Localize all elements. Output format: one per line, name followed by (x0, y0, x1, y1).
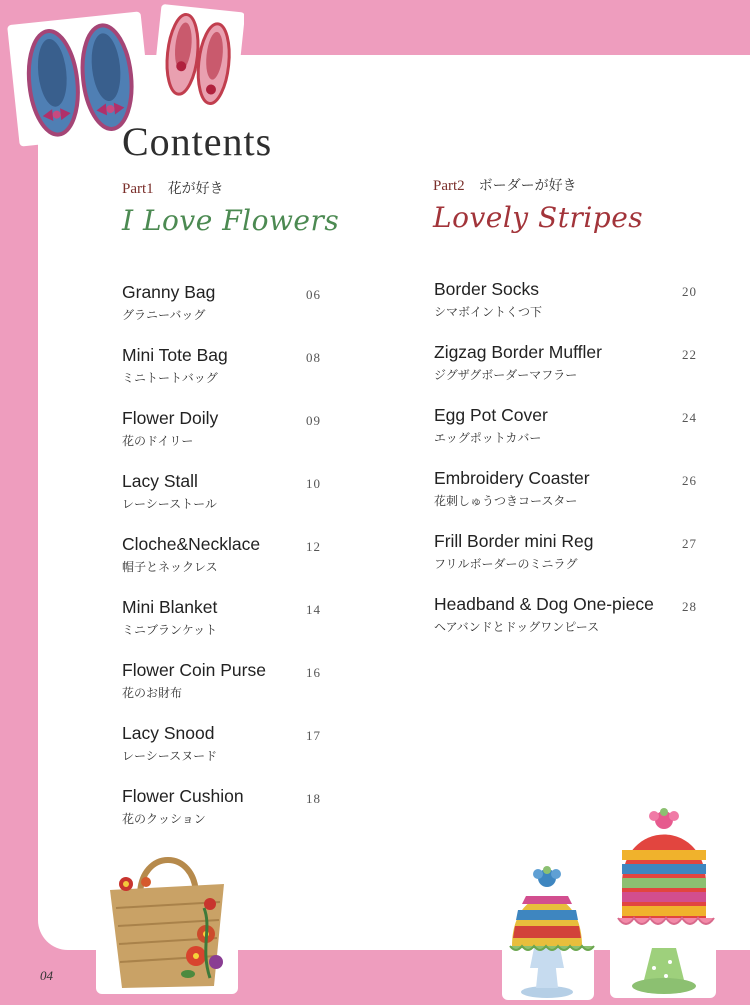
toc-entry[interactable] (434, 468, 697, 531)
toc-entry-page: 24 (682, 410, 697, 425)
toc-entry[interactable] (122, 282, 321, 345)
toc-entry-title: Embroidery Coaster (434, 468, 590, 488)
part1-label (122, 178, 339, 198)
page-number: 04 (40, 968, 53, 983)
part2-label (433, 175, 643, 195)
part2-header (433, 175, 643, 234)
toc-entry[interactable] (122, 345, 321, 408)
toc-entry-page: 22 (682, 347, 697, 362)
toc-entry[interactable] (434, 342, 697, 405)
toc-entry[interactable] (122, 534, 321, 597)
toc-entry-page: 09 (306, 413, 321, 428)
part2-number: Part2 (433, 178, 465, 194)
toc-entry-subtitle: 花のドイリー (122, 434, 194, 448)
part2-heading: Lovely Stripes (433, 201, 644, 234)
toc-entry-page: 16 (306, 665, 321, 680)
toc-entry-subtitle: ミニブランケット (122, 623, 218, 637)
toc-entry-title: Cloche&Necklace (122, 534, 261, 554)
toc-entry-title: Frill Border mini Reg (434, 531, 594, 551)
toc-entry[interactable] (122, 723, 321, 786)
toc-entry-page: 27 (682, 536, 697, 551)
toc-entry-subtitle: ミニトートバッグ (122, 371, 218, 385)
toc-entry[interactable] (122, 408, 321, 471)
pink-slippers-photo (152, 4, 244, 116)
toc-entry-title: Flower Coin Purse (122, 660, 266, 680)
toc-entry-title: Flower Doily (122, 408, 219, 428)
part2-toc-list (434, 279, 697, 657)
toc-entry-page: 08 (306, 350, 321, 365)
part1-header (122, 178, 339, 237)
toc-entry-title: Lacy Stall (122, 471, 198, 491)
part1-toc-list (122, 282, 321, 849)
page-title: Contents (122, 119, 273, 164)
toc-entry-title: Headband & Dog One-piece (434, 594, 654, 614)
part1-japanese: 花が好き (167, 181, 224, 197)
toc-entry-title: Zigzag Border Muffler (434, 342, 602, 362)
toc-entry-subtitle: グラニーバッグ (122, 308, 206, 322)
toc-entry-page: 18 (306, 791, 321, 806)
egg-cozies-photo (498, 798, 720, 1003)
toc-entry-subtitle: レーシースヌード (122, 749, 218, 763)
granny-bag-photo (92, 838, 242, 998)
toc-entry[interactable] (122, 660, 321, 723)
toc-entry-page: 17 (306, 728, 321, 743)
toc-entry-title: Granny Bag (122, 282, 216, 302)
toc-entry-title: Mini Blanket (122, 597, 218, 617)
toc-entry-page: 14 (306, 602, 321, 617)
toc-entry-title: Egg Pot Cover (434, 405, 548, 425)
toc-entry-page: 28 (682, 599, 697, 614)
toc-entry-title: Border Socks (434, 279, 540, 299)
toc-entry-page: 06 (306, 287, 321, 302)
part1-number: Part1 (122, 181, 154, 197)
toc-entry[interactable] (434, 405, 697, 468)
toc-entry-page: 20 (682, 284, 697, 299)
part2-japanese: ボーダーが好き (478, 178, 577, 194)
toc-entry-subtitle: 帽子とネックレス (122, 560, 218, 574)
toc-entry-title: Mini Tote Bag (122, 345, 228, 365)
part1-heading: I Love Flowers (122, 204, 340, 237)
toc-entry-subtitle: エッグポットカバー (434, 431, 542, 445)
toc-entry[interactable] (434, 531, 697, 594)
toc-entry-subtitle: 花のクッション (122, 812, 206, 826)
toc-entry-subtitle: フリルボーダーのミニラグ (434, 557, 578, 571)
toc-entry-subtitle: ヘアバンドとドッグワンピース (434, 620, 600, 634)
toc-entry-page: 10 (306, 476, 321, 491)
toc-entry-page: 26 (682, 473, 697, 488)
toc-entry-subtitle: ジグザグボーダーマフラー (434, 368, 578, 382)
toc-entry-subtitle: シマボイントくつ下 (434, 305, 543, 319)
toc-entry-page: 12 (306, 539, 321, 554)
toc-entry-subtitle: 花刺しゅうつきコースター (434, 494, 578, 508)
toc-entry[interactable] (122, 471, 321, 534)
toc-entry-title: Flower Cushion (122, 786, 244, 806)
toc-entry-title: Lacy Snood (122, 723, 215, 743)
toc-entry-subtitle: 花のお財布 (122, 686, 183, 700)
toc-entry[interactable] (434, 594, 697, 657)
toc-entry-subtitle: レーシーストール (122, 497, 217, 511)
toc-entry[interactable] (434, 279, 697, 342)
toc-entry[interactable] (122, 597, 321, 660)
